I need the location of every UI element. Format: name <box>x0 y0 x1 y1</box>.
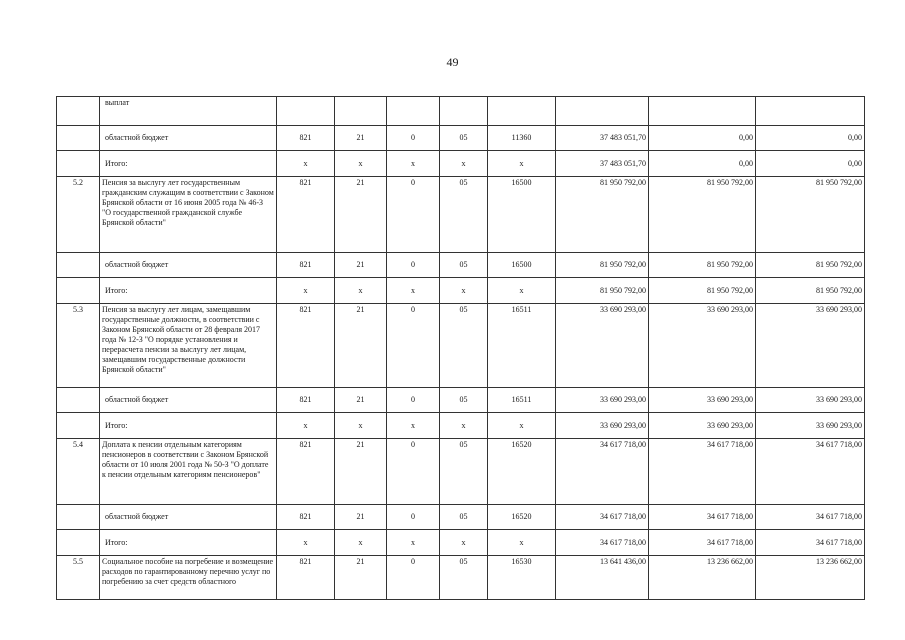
amount-year-3: 13 236 662,00 <box>756 556 865 600</box>
code-mp: 0 <box>387 253 440 278</box>
row-name: областной бюджет <box>100 253 277 278</box>
code-sec: 05 <box>440 177 488 253</box>
amount-year-3: 81 950 792,00 <box>756 253 865 278</box>
amount-year-2 <box>649 97 756 126</box>
code-gp: 821 <box>277 439 335 505</box>
code-gp: х <box>277 151 335 177</box>
amount-year-2: 33 690 293,00 <box>649 388 756 413</box>
code-dir: 16530 <box>488 556 556 600</box>
table-row <box>57 177 865 253</box>
code-gp: 821 <box>277 388 335 413</box>
code-mp: 0 <box>387 177 440 253</box>
code-sec: 05 <box>440 126 488 151</box>
code-pz: 21 <box>335 126 387 151</box>
code-pz <box>335 97 387 126</box>
code-dir: 16520 <box>488 505 556 530</box>
amount-year-1 <box>556 97 649 126</box>
code-gp: х <box>277 530 335 556</box>
amount-year-2: 81 950 792,00 <box>649 253 756 278</box>
code-pz: 21 <box>335 556 387 600</box>
code-pz: х <box>335 151 387 177</box>
code-sec: 05 <box>440 439 488 505</box>
amount-year-2: 33 690 293,00 <box>649 413 756 439</box>
amount-year-2: 81 950 792,00 <box>649 278 756 304</box>
code-pz: 21 <box>335 388 387 413</box>
amount-year-1: 13 641 436,00 <box>556 556 649 600</box>
table-row <box>57 278 865 304</box>
code-dir: 16500 <box>488 177 556 253</box>
code-dir: х <box>488 278 556 304</box>
code-gp: х <box>277 413 335 439</box>
code-sec: х <box>440 413 488 439</box>
code-dir: 16511 <box>488 388 556 413</box>
code-pz: 21 <box>335 253 387 278</box>
row-index: 5.2 <box>57 177 100 253</box>
amount-year-2: 33 690 293,00 <box>649 304 756 388</box>
amount-year-1: 34 617 718,00 <box>556 530 649 556</box>
code-mp <box>387 97 440 126</box>
row-index <box>57 151 100 177</box>
code-mp: 0 <box>387 439 440 505</box>
row-index <box>57 278 100 304</box>
code-mp: 0 <box>387 304 440 388</box>
budget-table <box>56 96 865 600</box>
amount-year-1: 33 690 293,00 <box>556 388 649 413</box>
row-name: Доплата к пенсии отдельным категориям пенсионеров в соответствии с Законом Брянской области от 10 июля 2001 года № 50-З "О доплате к пенсии отдельным категориям пенсионеров" <box>100 439 277 505</box>
code-mp: 0 <box>387 556 440 600</box>
code-mp: 0 <box>387 505 440 530</box>
code-mp: х <box>387 278 440 304</box>
code-dir: 16500 <box>488 253 556 278</box>
row-index: 5.3 <box>57 304 100 388</box>
table-row <box>57 126 865 151</box>
code-gp <box>277 97 335 126</box>
code-sec: 05 <box>440 505 488 530</box>
amount-year-2: 34 617 718,00 <box>649 505 756 530</box>
code-dir: 16520 <box>488 439 556 505</box>
amount-year-2: 34 617 718,00 <box>649 439 756 505</box>
table-row <box>57 556 865 600</box>
table-row <box>57 304 865 388</box>
code-mp: х <box>387 530 440 556</box>
code-sec: х <box>440 530 488 556</box>
table-row <box>57 253 865 278</box>
code-dir: х <box>488 413 556 439</box>
row-index <box>57 97 100 126</box>
code-sec <box>440 97 488 126</box>
amount-year-1: 34 617 718,00 <box>556 439 649 505</box>
row-index <box>57 388 100 413</box>
code-pz: 21 <box>335 505 387 530</box>
amount-year-3: 34 617 718,00 <box>756 530 865 556</box>
code-sec: 05 <box>440 388 488 413</box>
amount-year-3: 33 690 293,00 <box>756 388 865 413</box>
row-index <box>57 126 100 151</box>
row-index <box>57 530 100 556</box>
row-name: Итого: <box>100 151 277 177</box>
row-name: областной бюджет <box>100 388 277 413</box>
page-number: 49 <box>446 55 459 69</box>
amount-year-3: 81 950 792,00 <box>756 278 865 304</box>
amount-year-3: 34 617 718,00 <box>756 505 865 530</box>
code-gp: х <box>277 278 335 304</box>
amount-year-1: 33 690 293,00 <box>556 413 649 439</box>
row-name: Итого: <box>100 530 277 556</box>
amount-year-2: 81 950 792,00 <box>649 177 756 253</box>
code-dir: х <box>488 151 556 177</box>
table-row <box>57 439 865 505</box>
amount-year-3: 0,00 <box>756 126 865 151</box>
code-sec: х <box>440 151 488 177</box>
amount-year-2: 13 236 662,00 <box>649 556 756 600</box>
amount-year-1: 34 617 718,00 <box>556 505 649 530</box>
table-row <box>57 530 865 556</box>
row-name: Пенсия за выслугу лет лицам, замещавшим государственные должности, в соответствии с Законом Брянской области от 28 февраля 2017 года № 12-З "О порядке установления и перерасчета пенсии за выслугу лет лицам, замещавшим государственные должности Брянской области" <box>100 304 277 388</box>
row-index: 5.5 <box>57 556 100 600</box>
code-gp: 821 <box>277 505 335 530</box>
code-pz: 21 <box>335 439 387 505</box>
row-name: Итого: <box>100 278 277 304</box>
table-body <box>57 97 865 600</box>
row-index <box>57 413 100 439</box>
code-pz: 21 <box>335 304 387 388</box>
row-index <box>57 253 100 278</box>
code-mp: 0 <box>387 388 440 413</box>
code-gp: 821 <box>277 253 335 278</box>
code-sec: 05 <box>440 253 488 278</box>
row-index: 5.4 <box>57 439 100 505</box>
row-name: областной бюджет <box>100 126 277 151</box>
amount-year-3: 33 690 293,00 <box>756 304 865 388</box>
table-row <box>57 388 865 413</box>
code-dir <box>488 97 556 126</box>
amount-year-1: 33 690 293,00 <box>556 304 649 388</box>
code-pz: 21 <box>335 177 387 253</box>
amount-year-2: 34 617 718,00 <box>649 530 756 556</box>
amount-year-3 <box>756 97 865 126</box>
row-name: выплат <box>100 97 277 126</box>
row-name: Итого: <box>100 413 277 439</box>
table-row <box>57 413 865 439</box>
amount-year-3: 33 690 293,00 <box>756 413 865 439</box>
code-mp: х <box>387 151 440 177</box>
amount-year-1: 37 483 051,70 <box>556 151 649 177</box>
code-dir: х <box>488 530 556 556</box>
code-gp: 821 <box>277 177 335 253</box>
code-dir: 16511 <box>488 304 556 388</box>
code-sec: х <box>440 278 488 304</box>
amount-year-3: 0,00 <box>756 151 865 177</box>
code-pz: х <box>335 530 387 556</box>
table-row <box>57 97 865 126</box>
code-mp: х <box>387 413 440 439</box>
amount-year-3: 81 950 792,00 <box>756 177 865 253</box>
amount-year-1: 81 950 792,00 <box>556 177 649 253</box>
code-gp: 821 <box>277 304 335 388</box>
code-sec: 05 <box>440 304 488 388</box>
row-name: Социальное пособие на погребение и возмещение расходов по гарантированному перечню услуг по погребению за счет средств областного <box>100 556 277 600</box>
amount-year-2: 0,00 <box>649 151 756 177</box>
code-gp: 821 <box>277 556 335 600</box>
table-row <box>57 151 865 177</box>
amount-year-1: 37 483 051,70 <box>556 126 649 151</box>
code-dir: 11360 <box>488 126 556 151</box>
code-pz: х <box>335 278 387 304</box>
amount-year-2: 0,00 <box>649 126 756 151</box>
row-name: областной бюджет <box>100 505 277 530</box>
table-row <box>57 505 865 530</box>
code-mp: 0 <box>387 126 440 151</box>
code-gp: 821 <box>277 126 335 151</box>
amount-year-1: 81 950 792,00 <box>556 253 649 278</box>
row-name: Пенсия за выслугу лет государственным гражданским служащим в соответствии с Законом Брянской области от 16 июня 2005 года № 46-З "О государственной гражданской службе Брянской области" <box>100 177 277 253</box>
code-sec: 05 <box>440 556 488 600</box>
amount-year-3: 34 617 718,00 <box>756 439 865 505</box>
code-pz: х <box>335 413 387 439</box>
amount-year-1: 81 950 792,00 <box>556 278 649 304</box>
row-index <box>57 505 100 530</box>
